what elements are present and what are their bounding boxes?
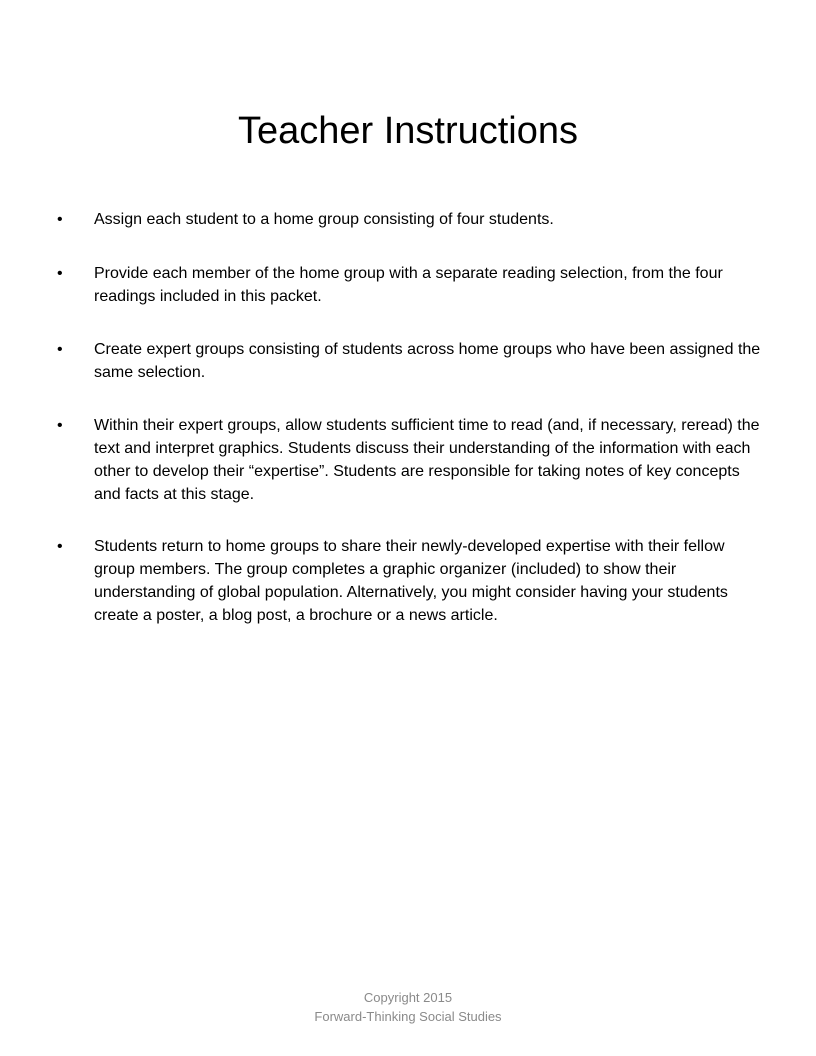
instruction-text: Create expert groups consisting of students across home groups who have been assigned the same selection. [94, 341, 761, 381]
bullet-icon: • [57, 265, 63, 282]
instruction-text: Within their expert groups, allow students sufficient time to read (and, if necessary, reread) the text and interpret graphics. Students discuss their understanding of the information with each other to develop their “expertise”. Students are responsible for taking notes of key concepts and facts at this stage. [94, 417, 760, 503]
page-footer [0, 988, 816, 1026]
instruction-text: Provide each member of the home group with a separate reading selection, from the four readings included in this packet. [94, 265, 723, 305]
bullet-icon: • [57, 341, 63, 358]
bullet-icon: • [57, 417, 63, 434]
bullet-icon: • [57, 211, 63, 228]
bullet-icon: • [57, 538, 63, 555]
page-title: Teacher Instructions [237, 110, 579, 152]
publisher-text: Forward-Thinking Social Studies [314, 1009, 502, 1024]
copyright-text: Copyright 2015 [363, 990, 453, 1005]
instruction-text: Students return to home groups to share their newly-developed expertise with their fellow group members. The group completes a graphic organizer (included) to show their understanding of global population. Alternatively, you might consider having your students create a poster, a blog post, a brochure or a news article. [94, 538, 728, 624]
instruction-text: Assign each student to a home group consisting of four students. [94, 211, 554, 228]
